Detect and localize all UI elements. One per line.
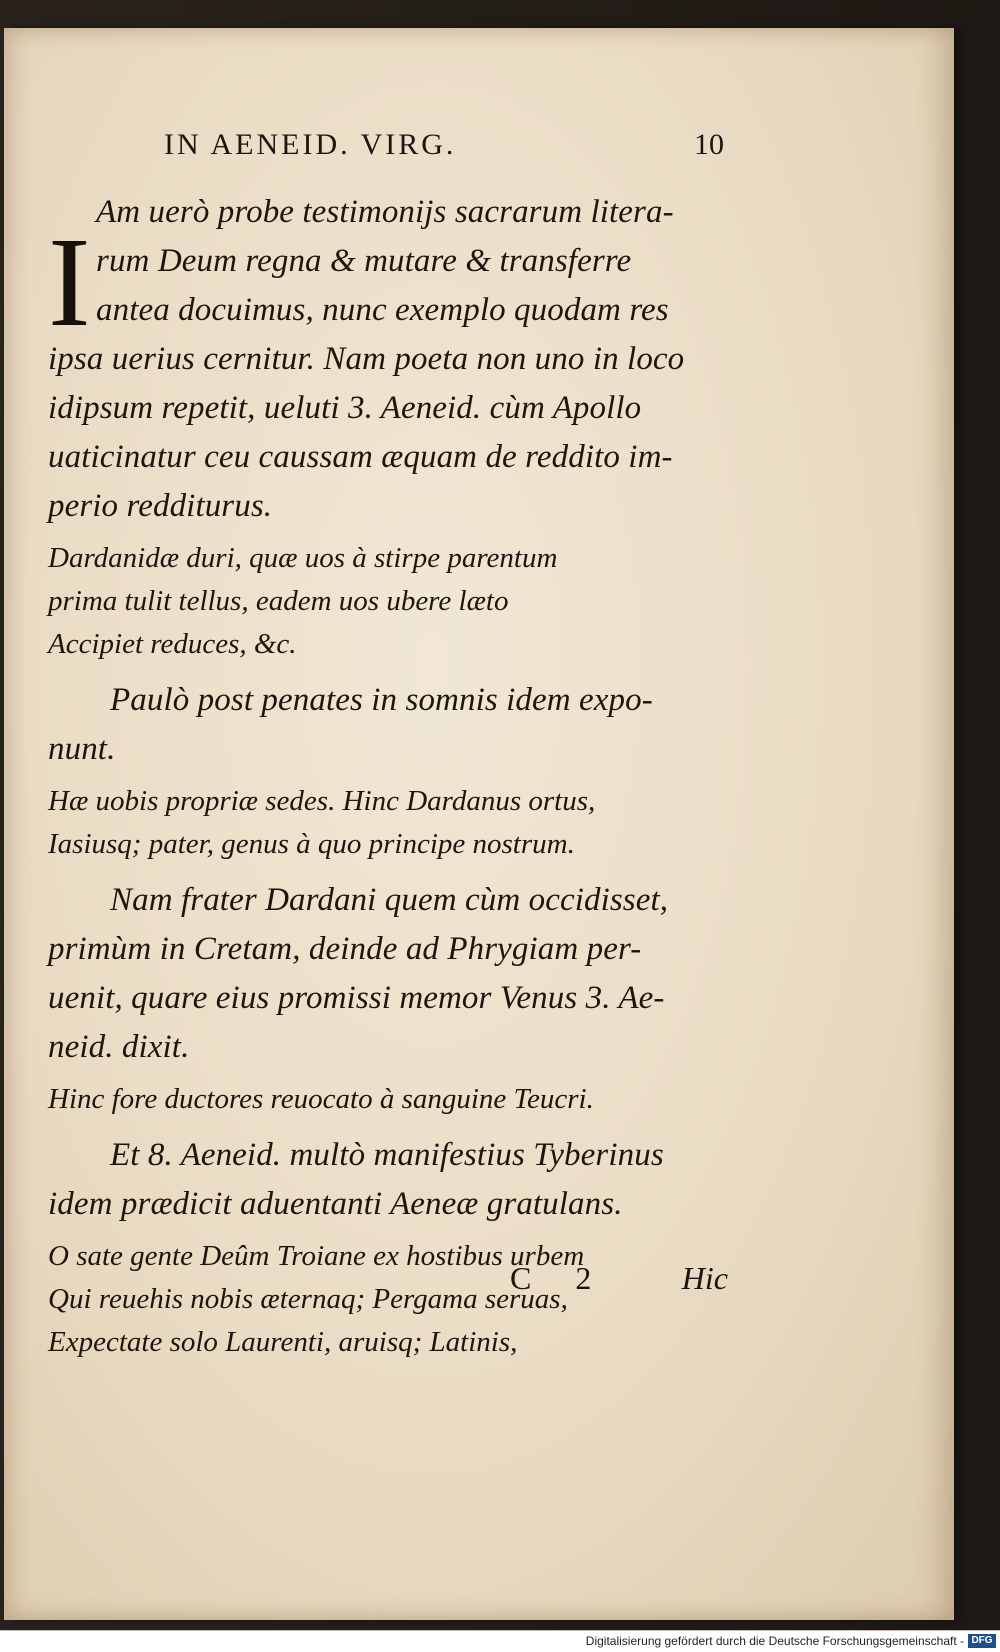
prose-paragraph-2	[48, 676, 728, 774]
page-number: 10	[694, 128, 724, 161]
running-head: IN AENEID. VIRG.	[164, 128, 457, 161]
verse-line: Dardanidæ duri, quæ uos à stirpe parentum	[48, 542, 558, 574]
text-line: primùm in Cretam, deinde ad Phrygiam per-	[48, 931, 642, 967]
body-text	[48, 188, 728, 1374]
drop-cap-initial: I	[48, 211, 91, 353]
verse-quotation-2	[48, 780, 728, 866]
prose-paragraph-4	[48, 1131, 728, 1229]
text-line: idipsum repetit, ueluti 3. Aeneid. cùm Apollo	[48, 390, 642, 426]
verse-line: Iasiusq; pater, genus à quo principe nostrum.	[48, 828, 575, 860]
text-line: uaticinatur ceu caussam æquam de reddito im-	[48, 439, 673, 475]
signature-mark: C 2	[510, 1260, 610, 1296]
verse-quotation-1	[48, 537, 728, 666]
verse-quotation-3	[48, 1078, 728, 1121]
verse-line: prima tulit tellus, eadem uos ubere læto	[48, 585, 509, 617]
book-page	[4, 28, 954, 1620]
verse-line: Hæ uobis propriæ sedes. Hinc Dardanus ortus,	[48, 785, 596, 817]
verse-line: Expectate solo Laurenti, aruisq; Latinis,	[48, 1326, 518, 1358]
prose-paragraph-1	[48, 188, 728, 531]
text-line: Am uerò probe testimonijs sacrarum litera-	[96, 194, 674, 230]
dfg-logo-icon: DFG	[968, 1634, 996, 1648]
verse-line: O sate gente Deûm Troiane ex hostibus urbem	[48, 1240, 585, 1272]
text-line: idem prædicit aduentanti Aeneæ gratulans.	[48, 1186, 623, 1222]
digitization-credit-bar	[0, 1630, 1000, 1652]
page-header	[164, 128, 724, 172]
text-line: nunt.	[48, 731, 116, 767]
catchword: Hic	[681, 1260, 728, 1296]
verse-line: Accipiet reduces, &c.	[48, 628, 297, 660]
text-line: Paulò post penates in somnis idem expo-	[110, 682, 653, 718]
text-line: antea docuimus, nunc exemplo quodam res	[96, 292, 669, 328]
text-line: Nam frater Dardani quem cùm occidisset,	[110, 882, 669, 918]
credit-text: Digitalisierung gefördert durch die Deutsche Forschungsgemeinschaft -	[585, 1634, 964, 1648]
verse-line: Hinc fore ductores reuocato à sanguine Teucri.	[48, 1083, 594, 1115]
page-footer	[48, 1260, 728, 1308]
text-line: neid. dixit.	[48, 1029, 190, 1065]
verse-line: Qui reuehis nobis æternaq; Pergama seruas,	[48, 1283, 568, 1315]
text-line: ipsa uerius cernitur. Nam poeta non uno in loco	[48, 341, 685, 377]
text-line: uenit, quare eius promissi memor Venus 3. Ae-	[48, 980, 665, 1016]
prose-paragraph-3	[48, 876, 728, 1072]
text-line: Et 8. Aeneid. multò manifestius Tyberinus	[110, 1137, 664, 1173]
text-line: rum Deum regna & mutare & transferre	[96, 243, 632, 279]
text-line: perio redditurus.	[48, 488, 273, 524]
